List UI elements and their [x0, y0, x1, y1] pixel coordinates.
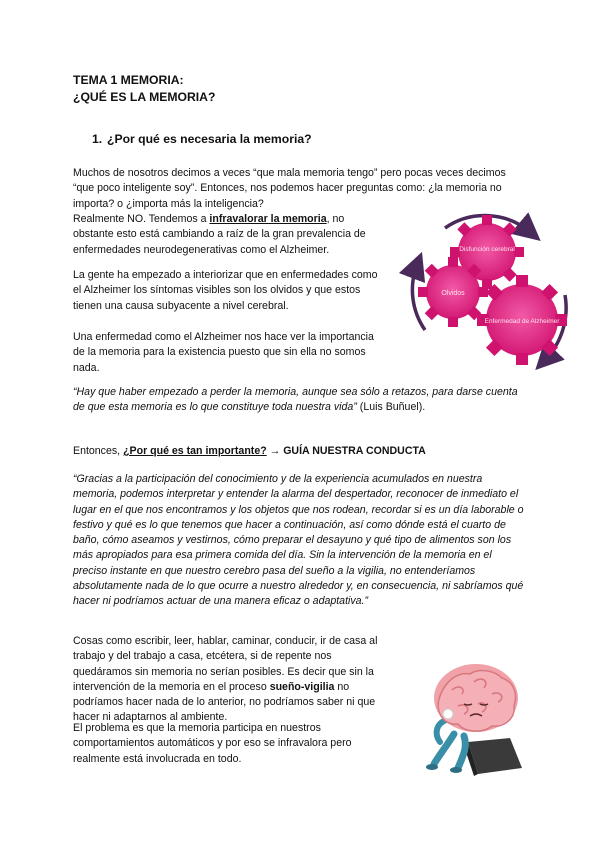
- quote-bunuel: [73, 385, 523, 416]
- gear-right: [477, 275, 567, 365]
- quote-bunuel-text: “Hay que haber empezado a perder la memoria, aunque sea sólo a retazos, para darse cuenta de que esta memoria es lo que constituye toda nuestra vida”: [73, 386, 518, 414]
- gear-left-label: Olvidos: [441, 290, 465, 297]
- p5-strong: sueño-vigilia: [269, 680, 335, 693]
- quote-bunuel-author: (Luis Buñuel).: [359, 401, 426, 414]
- p5-after: no podríamos hacer nada de lo anterior, no podríamos saber ni que hacer ni adaptarnos al ambiente.: [73, 680, 376, 724]
- paragraph-intro: Muchos de nosotros decimos a veces “que mala memoria tengo” pero pocas veces decimos “que poco inteligente soy”. Entonces, nos podemos hacer preguntas como: ¿la memoria no importa? o ¿importa más la inteligencia?: [73, 167, 506, 210]
- page-subtitle: ¿QUÉ ES LA MEMORIA?: [73, 90, 216, 104]
- importance-prefix: Entonces,: [73, 445, 124, 457]
- paragraph-interiorizar: La gente ha empezado a interiorizar que en enfermedades como el Alzheimer los síntomas visibles son los olvidos y que estos tienen una causa subyacente a nivel cerebral.: [73, 269, 378, 312]
- section-number: 1.: [92, 132, 103, 146]
- paragraph-cosas: [73, 634, 393, 726]
- section-heading: [92, 131, 512, 148]
- p2-after: , no obstante esto está cambiando a raíz de la gran prevalencia de enfermedades neurodegenerativas como el Alzheimer.: [73, 213, 366, 256]
- page-title: TEMA 1 MEMORIA:: [73, 73, 184, 87]
- importance-answer: GUÍA NUESTRA CONDUCTA: [283, 445, 426, 457]
- brain: [434, 664, 518, 732]
- paragraph-infravalorar: [73, 212, 373, 258]
- p5-before: Cosas como escribir, leer, hablar, caminar, conducir, ir de casa al trabajo y del trabajo a casa, etcétera, si de repente nos quedáramos sin memoria no serían posibles. Es decir que sin la intervención de la memoria en el proceso: [73, 635, 378, 693]
- p2-strong: infravalorar la memoria: [209, 213, 327, 225]
- paragraph-problema: El problema es que la memoria participa en nuestros comportamientos automáticos y por eso se infravalora pero realmente está involucrada en todo.: [73, 722, 352, 765]
- tired-brain-icon: [418, 660, 536, 778]
- quote-despertador: “Gracias a la participación del conocimiento y de la experiencia acumulados en nuestra memoria, podemos interpretar y entender la alarma del despertador, reconocer de inmediato el lugar en el que nos encontramos y los objetos que nos rodean, recordar si es un día laborable o festivo y qué es lo que tenemos que hacer a continuación, así como dónde está el cuarto de baño, cómo aseamos y vestirnos, cómo preparar el desayuno y qué tipo de alimentos son los más apropiados para esa primera comida del día. Sin la intervención de la memoria en el preciso instante en que nuestro cerebro pasa del sueño a la vigilia, no entenderíamos absolutamente nada de lo que ocurre a nuestro alrededor y, en consecuencia, ni sabríamos qué hacer ni podríamos actuar de una manera eficaz o adaptativa.”: [73, 473, 524, 608]
- importance-arrow: →: [269, 445, 281, 457]
- p2-before: Realmente NO. Tendemos a: [73, 213, 210, 225]
- cycle-arrow-left: [412, 265, 425, 330]
- gears-diagram: [395, 210, 585, 370]
- importance-question: ¿Por qué es tan importante?: [123, 445, 267, 457]
- paragraph-alzheimer: Una enfermedad como el Alzheimer nos hace ver la importancia de la memoria para la existencia puesto que sin ella no somos nada.: [73, 331, 374, 374]
- importance-line: [73, 444, 543, 459]
- section-title: ¿Por qué es necesaria la memoria?: [107, 132, 312, 146]
- gear-right-label: Enfermedad de Alzheimer: [484, 318, 560, 325]
- gear-top-label: Disfunción cerebral: [459, 246, 515, 253]
